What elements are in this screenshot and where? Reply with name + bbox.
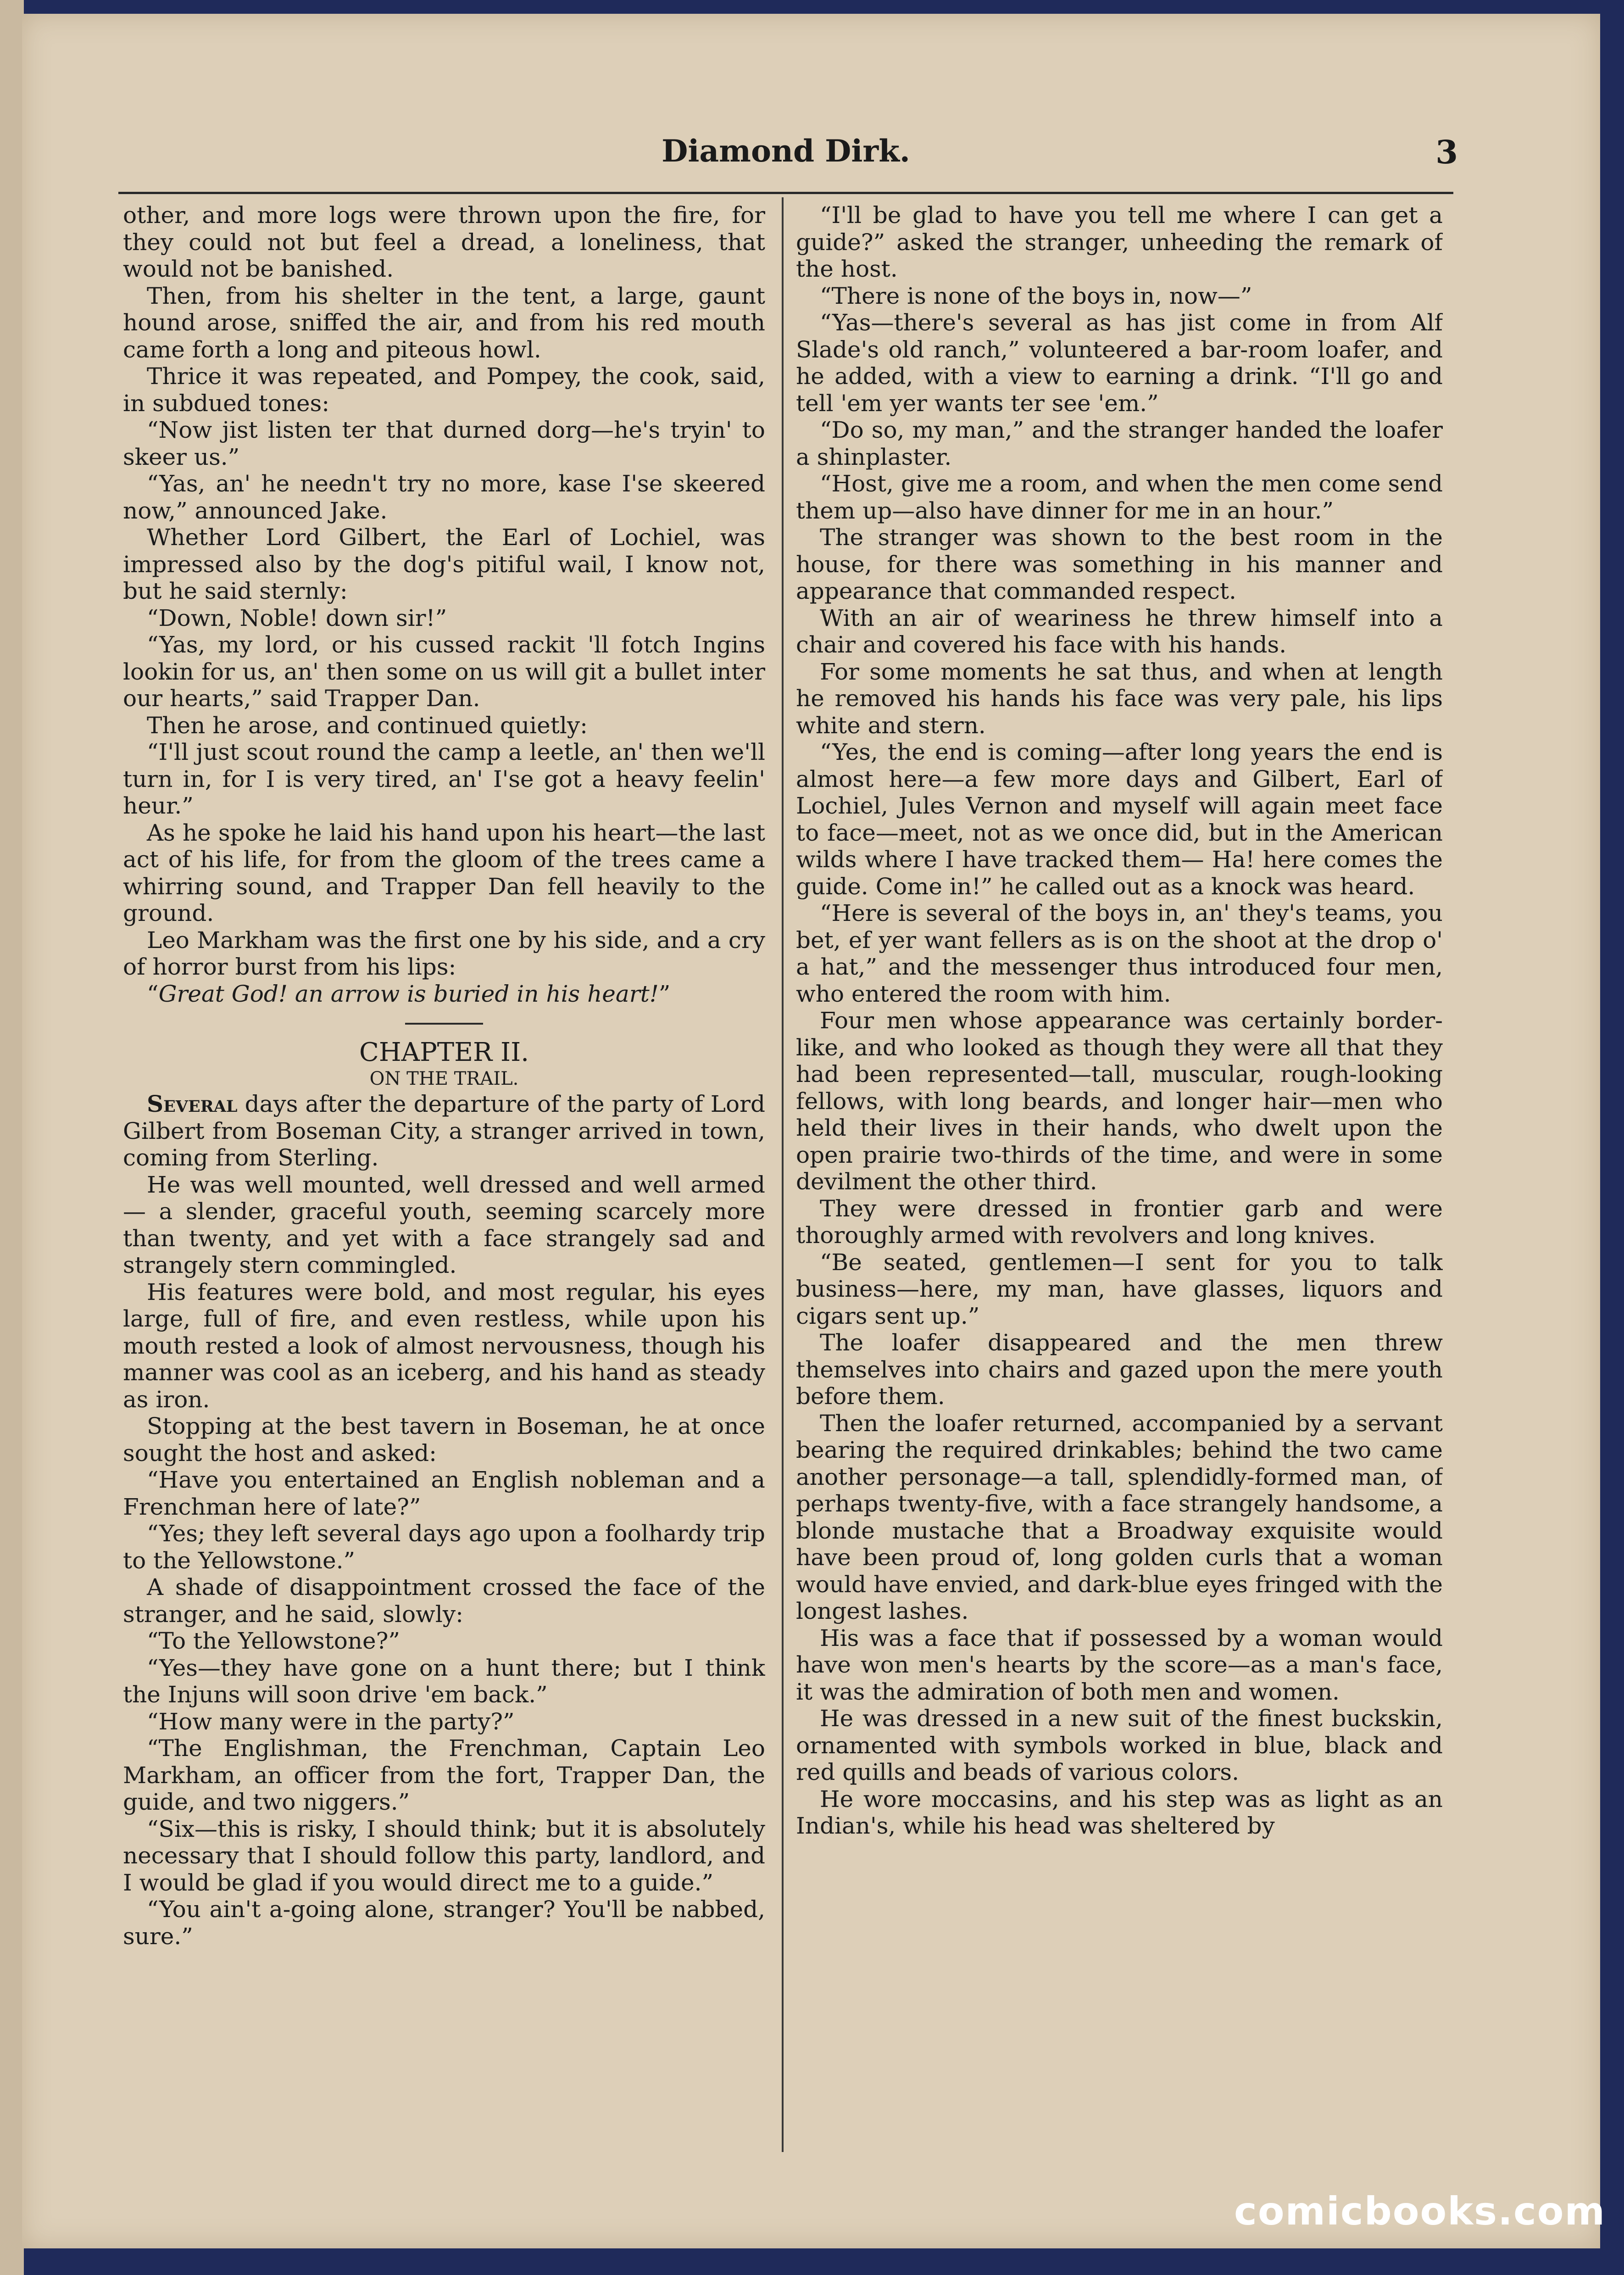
chapter-opening-paragraph [123, 1091, 765, 1171]
paragraph: “Yas, an' he needn't try no more, kase I'se skeered now,” announced Jake. [123, 470, 765, 524]
section-separator [405, 1023, 483, 1025]
site-watermark: comicbooks.com [1234, 2189, 1606, 2234]
paragraph: “To the Yellowstone?” [147, 1628, 400, 1654]
header-rule [118, 192, 1453, 194]
paragraph: “Yes; they left several days ago upon a foolhardy trip to the Yellowstone.” [123, 1520, 765, 1574]
paragraph: Thrice it was repeated, and Pompey, the cook, said, in subdued tones: [123, 363, 765, 417]
paragraph: “Down, Noble! down sir!” [147, 604, 447, 631]
paragraph: “Now jist listen ter that durned dorg—he's tryin' to skeer us.” [123, 417, 765, 470]
paragraph: “I'll be glad to have you tell me where I can get a guide?” asked the stranger, unheeding the remark of the host. [796, 202, 1443, 282]
paragraph: He was well mounted, well dressed and well armed — a slender, graceful youth, seeming scarcely more than twenty, and yet with a face strangely sad and strangely stern commingled. [123, 1171, 765, 1278]
paragraph: Stopping at the best tavern in Boseman, he at once sought the host and asked: [123, 1413, 765, 1466]
paragraph: “Six—this is risky, I should think; but it is absolutely necessary that I should follow this party, landlord, and I would be glad if you would direct me to a guide.” [123, 1815, 765, 1896]
chapter-title: CHAPTER II. [359, 1037, 529, 1067]
paragraph: As he spoke he laid his hand upon his heart—the last act of his life, for from the gloom of the trees came a whirring sound, and Trapper Dan fell heavily to the ground. [123, 819, 765, 926]
paragraph: “How many were in the party?” [147, 1708, 515, 1735]
paragraph: For some moments he sat thus, and when at length he removed his hands his face was very pale, his lips white and stern. [796, 658, 1443, 739]
paragraph: “Yes, the end is coming—after long years the end is almost here—a few more days and Gilbert, Earl of Lochiel, Jules Vernon and myself will again meet face to face—meet, not as we once did, but in the American wilds where I have tracked them— Ha! here comes the guide. Come in!” he called out as a knock was heard. [796, 739, 1443, 900]
paragraph: “You ain't a-going alone, stranger? You'll be nabbed, sure.” [123, 1896, 765, 1950]
paragraph: He wore moccasins, and his step was as light as an Indian's, while his head was sheltered by [796, 1785, 1443, 1839]
paragraph: “The Englishman, the Frenchman, Captain Leo Markham, an officer from the fort, Trapper Dan, the guide, and two niggers.” [123, 1735, 765, 1815]
paragraph: “Have you entertained an English nobleman and a Frenchman here of late?” [123, 1466, 765, 1520]
paragraph: “There is none of the boys in, now—” [820, 282, 1252, 309]
chapter-subtitle: ON THE TRAIL. [369, 1068, 519, 1089]
opening-text: days after the departure of the party of Lord Gilbert from Boseman City, a stranger arrived in town, coming from Sterling. [123, 1091, 765, 1171]
paragraph: other, and more logs were thrown upon the fire, for they could not but feel a dread, a loneliness, that would not be banished. [123, 202, 765, 282]
paragraph: Then he arose, and continued quietly: [147, 712, 588, 739]
paragraph: “Host, give me a room, and when the men come send them up—also have dinner for me in an hour.” [796, 470, 1443, 524]
quote-open: “ [147, 980, 159, 1007]
paragraph: They were dressed in frontier garb and were thoroughly armed with revolvers and long knives. [796, 1195, 1443, 1249]
column-divider [782, 197, 784, 2152]
italic-exclamation: Great God! an arrow is buried in his heart! [158, 980, 659, 1007]
paragraph: The stranger was shown to the best room in the house, for there was something in his manner and appearance that commanded respect. [796, 524, 1443, 604]
paragraph: “I'll just scout round the camp a leetle, an' then we'll turn in, for I is very tired, an' I'se got a heavy feelin' heur.” [123, 739, 765, 819]
page-header [118, 119, 1458, 188]
binding-edge [0, 0, 24, 2275]
paragraph: His was a face that if possessed by a woman would have won men's hearts by the score—as a man's face, it was the admiration of both men and women. [796, 1624, 1443, 1705]
paragraph: Then, from his shelter in the tent, a large, gaunt hound arose, sniffed the air, and from his red mouth came forth a long and piteous howl. [123, 282, 765, 363]
paragraph: Four men whose appearance was certainly border-like, and who looked as though they were all that they had been represented—tall, muscular, rough-looking fellows, with long beards, and longer hair—men who held their lives in their hands, who dwelt upon the open prairie two-thirds of the time, and were in some devilment the other third. [796, 1007, 1443, 1195]
paragraph: “Yes—they have gone on a hunt there; but I think the Injuns will soon drive 'em back.” [123, 1654, 765, 1708]
paragraph: With an air of weariness he threw himself into a chair and covered his face with his hands. [796, 604, 1443, 658]
paragraph: Then the loafer returned, accompanied by a servant bearing the required drinkables; behind the two came another personage—a tall, splendidly-formed man, of perhaps twenty-five, with a face strangely handsome, a blonde mustache that a Broadway exquisite would have been proud of, long golden curls that a woman would have envied, and dark-blue eyes fringed with the longest lashes. [796, 1410, 1443, 1624]
paragraph: “Be seated, gentlemen—I sent for you to talk business—here, my man, have glasses, liquors and cigars sent up.” [796, 1249, 1443, 1329]
left-column [123, 202, 765, 2152]
paragraph: Leo Markham was the first one by his side, and a cry of horror burst from his lips: [123, 926, 765, 980]
drop-word: Several [147, 1090, 238, 1117]
paragraph: “Yas—there's several as has jist come in from Alf Slade's old ranch,” volunteered a bar-room loafer, and he added, with a view to earning a drink. “I'll go and tell 'em yer wants ter see 'em.” [796, 309, 1443, 417]
paragraph: He was dressed in a new suit of the finest buckskin, ornamented with symbols worked in blue, black and red quills and beads of various colors. [796, 1705, 1443, 1785]
exclamation-paragraph [123, 981, 765, 1008]
right-column [796, 202, 1443, 2152]
paragraph: His features were bold, and most regular, his eyes large, full of fire, and even restless, while upon his mouth rested a look of almost nervousness, though his manner was cool as an iceberg, and his hand as steady as iron. [123, 1278, 765, 1413]
paragraph: “Do so, my man,” and the stranger handed the loafer a shinplaster. [796, 417, 1443, 470]
paragraph: The loafer disappeared and the men threw themselves into chairs and gazed upon the mere youth before them. [796, 1329, 1443, 1410]
page-number: 3 [1435, 133, 1458, 171]
paragraph: “Here is several of the boys in, an' they's teams, you bet, ef yer want fellers as is on the shoot at the drop o' a hat,” and the messenger thus introduced four men, who entered the room with him. [796, 900, 1443, 1007]
running-title: Diamond Dirk. [662, 133, 910, 169]
paragraph: Whether Lord Gilbert, the Earl of Lochiel, was impressed also by the dog's pitiful wail, I know not, but he said sternly: [123, 524, 765, 604]
quote-close: ” [658, 980, 671, 1007]
paragraph: “Yas, my lord, or his cussed rackit 'll fotch Ingins lookin for us, an' then some on us will git a bullet inter our hearts,” said Trapper Dan. [123, 631, 765, 712]
paragraph: A shade of disappointment crossed the face of the stranger, and he said, slowly: [123, 1574, 765, 1628]
